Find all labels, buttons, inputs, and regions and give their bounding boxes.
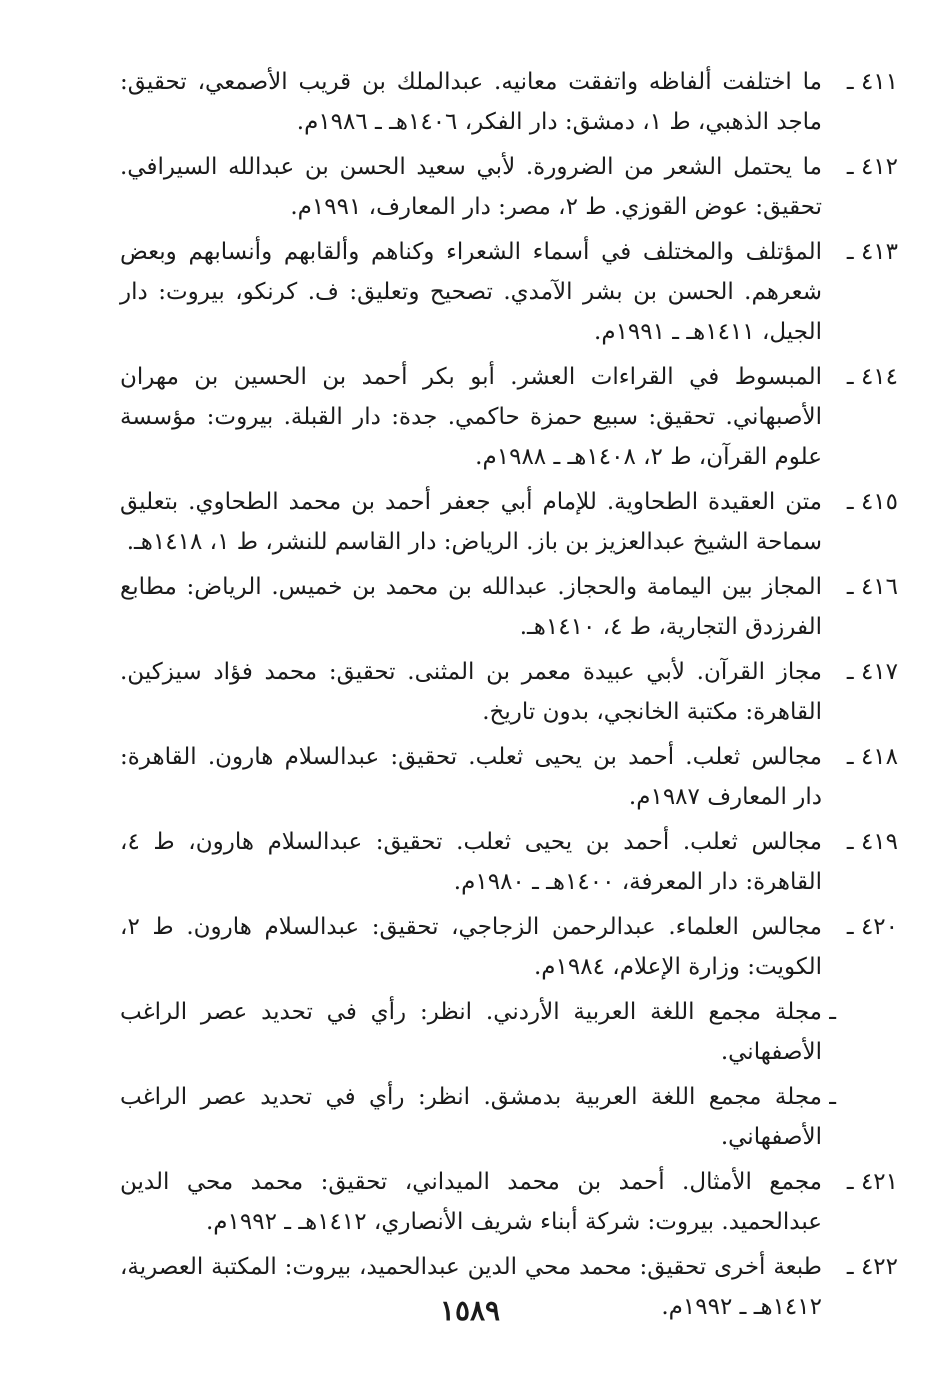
bibliography-entry <box>120 357 898 477</box>
bibliography-cross-reference <box>120 1077 898 1157</box>
entry-text: ما اختلفت ألفاظه واتفقت معانيه. عبدالملك بن قريب الأصمعي، تحقيق: ماجد الذهبي، ط ١، دمشق: دار الفكر، ١٤٠٦هـ ـ ١٩٨٦م. <box>120 69 822 135</box>
bibliography-cross-reference <box>120 992 898 1072</box>
bibliography-entry <box>120 822 898 902</box>
bibliography-entry <box>120 147 898 227</box>
entry-number: ٤١٦ ـ <box>846 574 898 600</box>
entry-text: مجاز القرآن. لأبي عبيدة معمر بن المثنى. تحقيق: محمد فؤاد سيزكين. القاهرة: مكتبة الخانجي، بدون تاريخ. <box>120 659 822 725</box>
page-number: ١٥٨٩ <box>439 1294 501 1327</box>
entry-number: ٤١٥ ـ <box>846 489 898 515</box>
entry-text: مجلة مجمع اللغة العربية الأردني. انظر: رأي في تحديد عصر الراغب الأصفهاني. <box>120 999 822 1065</box>
entry-number: ٤٢٢ ـ <box>846 1254 898 1280</box>
bibliography-entry <box>120 482 898 562</box>
entry-text: مجلة مجمع اللغة العربية بدمشق. انظر: رأي في تحديد عصر الراغب الأصفهاني. <box>120 1084 822 1150</box>
entry-number: ـ <box>829 1084 836 1110</box>
bibliography-entry <box>120 907 898 987</box>
entry-number: ٤١٣ ـ <box>846 239 898 265</box>
entry-text: مجالس ثعلب. أحمد بن يحيى ثعلب. تحقيق: عبدالسلام هارون. القاهرة: دار المعارف ١٩٨٧م. <box>120 744 822 810</box>
entry-text: طبعة أخرى تحقيق: محمد محي الدين عبدالحميد، بيروت: المكتبة العصرية، ١٤١٢هـ ـ ١٩٩٢م. <box>120 1254 822 1320</box>
bibliography-entry <box>120 1162 898 1242</box>
bibliography-entry <box>120 567 898 647</box>
entry-number: ٤١٨ ـ <box>846 744 898 770</box>
entry-number: ٤١٩ ـ <box>846 829 898 855</box>
bibliography-list <box>120 62 898 1332</box>
entry-number: ٤١١ ـ <box>846 69 898 95</box>
bibliography-entry <box>120 652 898 732</box>
bibliography-entry <box>120 737 898 817</box>
entry-text: متن العقيدة الطحاوية. للإمام أبي جعفر أحمد بن محمد الطحاوي. بتعليق سماحة الشيخ عبدالعزيز بن باز. الرياض: دار القاسم للنشر، ط ١، ١٤١٨هـ. <box>120 489 822 555</box>
entry-text: مجالس ثعلب. أحمد بن يحيى ثعلب. تحقيق: عبدالسلام هارون، ط ٤، القاهرة: دار المعرفة، ١٤٠٠هـ ـ ١٩٨٠م. <box>120 829 822 895</box>
bibliography-entry <box>120 232 898 352</box>
entry-number: ٤١٧ ـ <box>846 659 898 685</box>
entry-text: ما يحتمل الشعر من الضرورة. لأبي سعيد الحسن بن عبدالله السيرافي. تحقيق: عوض القوزي. ط ٢، مصر: دار المعارف، ١٩٩١م. <box>120 154 822 220</box>
entry-text: المبسوط في القراءات العشر. أبو بكر أحمد بن الحسين بن مهران الأصبهاني. تحقيق: سبيع حمزة حاكمي. جدة: دار القبلة. بيروت: مؤسسة علوم القرآن، ط ٢، ١٤٠٨هـ ـ ١٩٨٨م. <box>120 364 823 470</box>
entry-number: ٤٢١ ـ <box>846 1169 898 1195</box>
entry-text: مجمع الأمثال. أحمد بن محمد الميداني، تحقيق: محمد محي الدين عبدالحميد. بيروت: شركة أبناء شريف الأنصاري، ١٤١٢هـ ـ ١٩٩٢م. <box>120 1169 822 1235</box>
entry-number: ٤٢٠ ـ <box>846 914 898 940</box>
entry-number: ٤١٤ ـ <box>846 364 898 390</box>
entry-text: المجاز بين اليمامة والحجاز. عبدالله بن محمد بن خميس. الرياض: مطابع الفرزدق التجارية، ط ٤، ١٤١٠هـ. <box>120 574 822 640</box>
entry-text: المؤتلف والمختلف في أسماء الشعراء وكناهم وألقابهم وأنسابهم وبعض شعرهم. الحسن بن بشر الآمدي. تصحيح وتعليق: ف. كرنكو، بيروت: دار الجيل، ١٤١١هـ ـ ١٩٩١م. <box>120 239 822 345</box>
entry-text: مجالس العلماء. عبدالرحمن الزجاجي، تحقيق: عبدالسلام هارون. ط ٢، الكويت: وزارة الإعلام، ١٩٨٤م. <box>120 914 822 980</box>
entry-number: ٤١٢ ـ <box>846 154 898 180</box>
entry-number: ـ <box>829 999 836 1025</box>
bibliography-entry <box>120 62 898 142</box>
